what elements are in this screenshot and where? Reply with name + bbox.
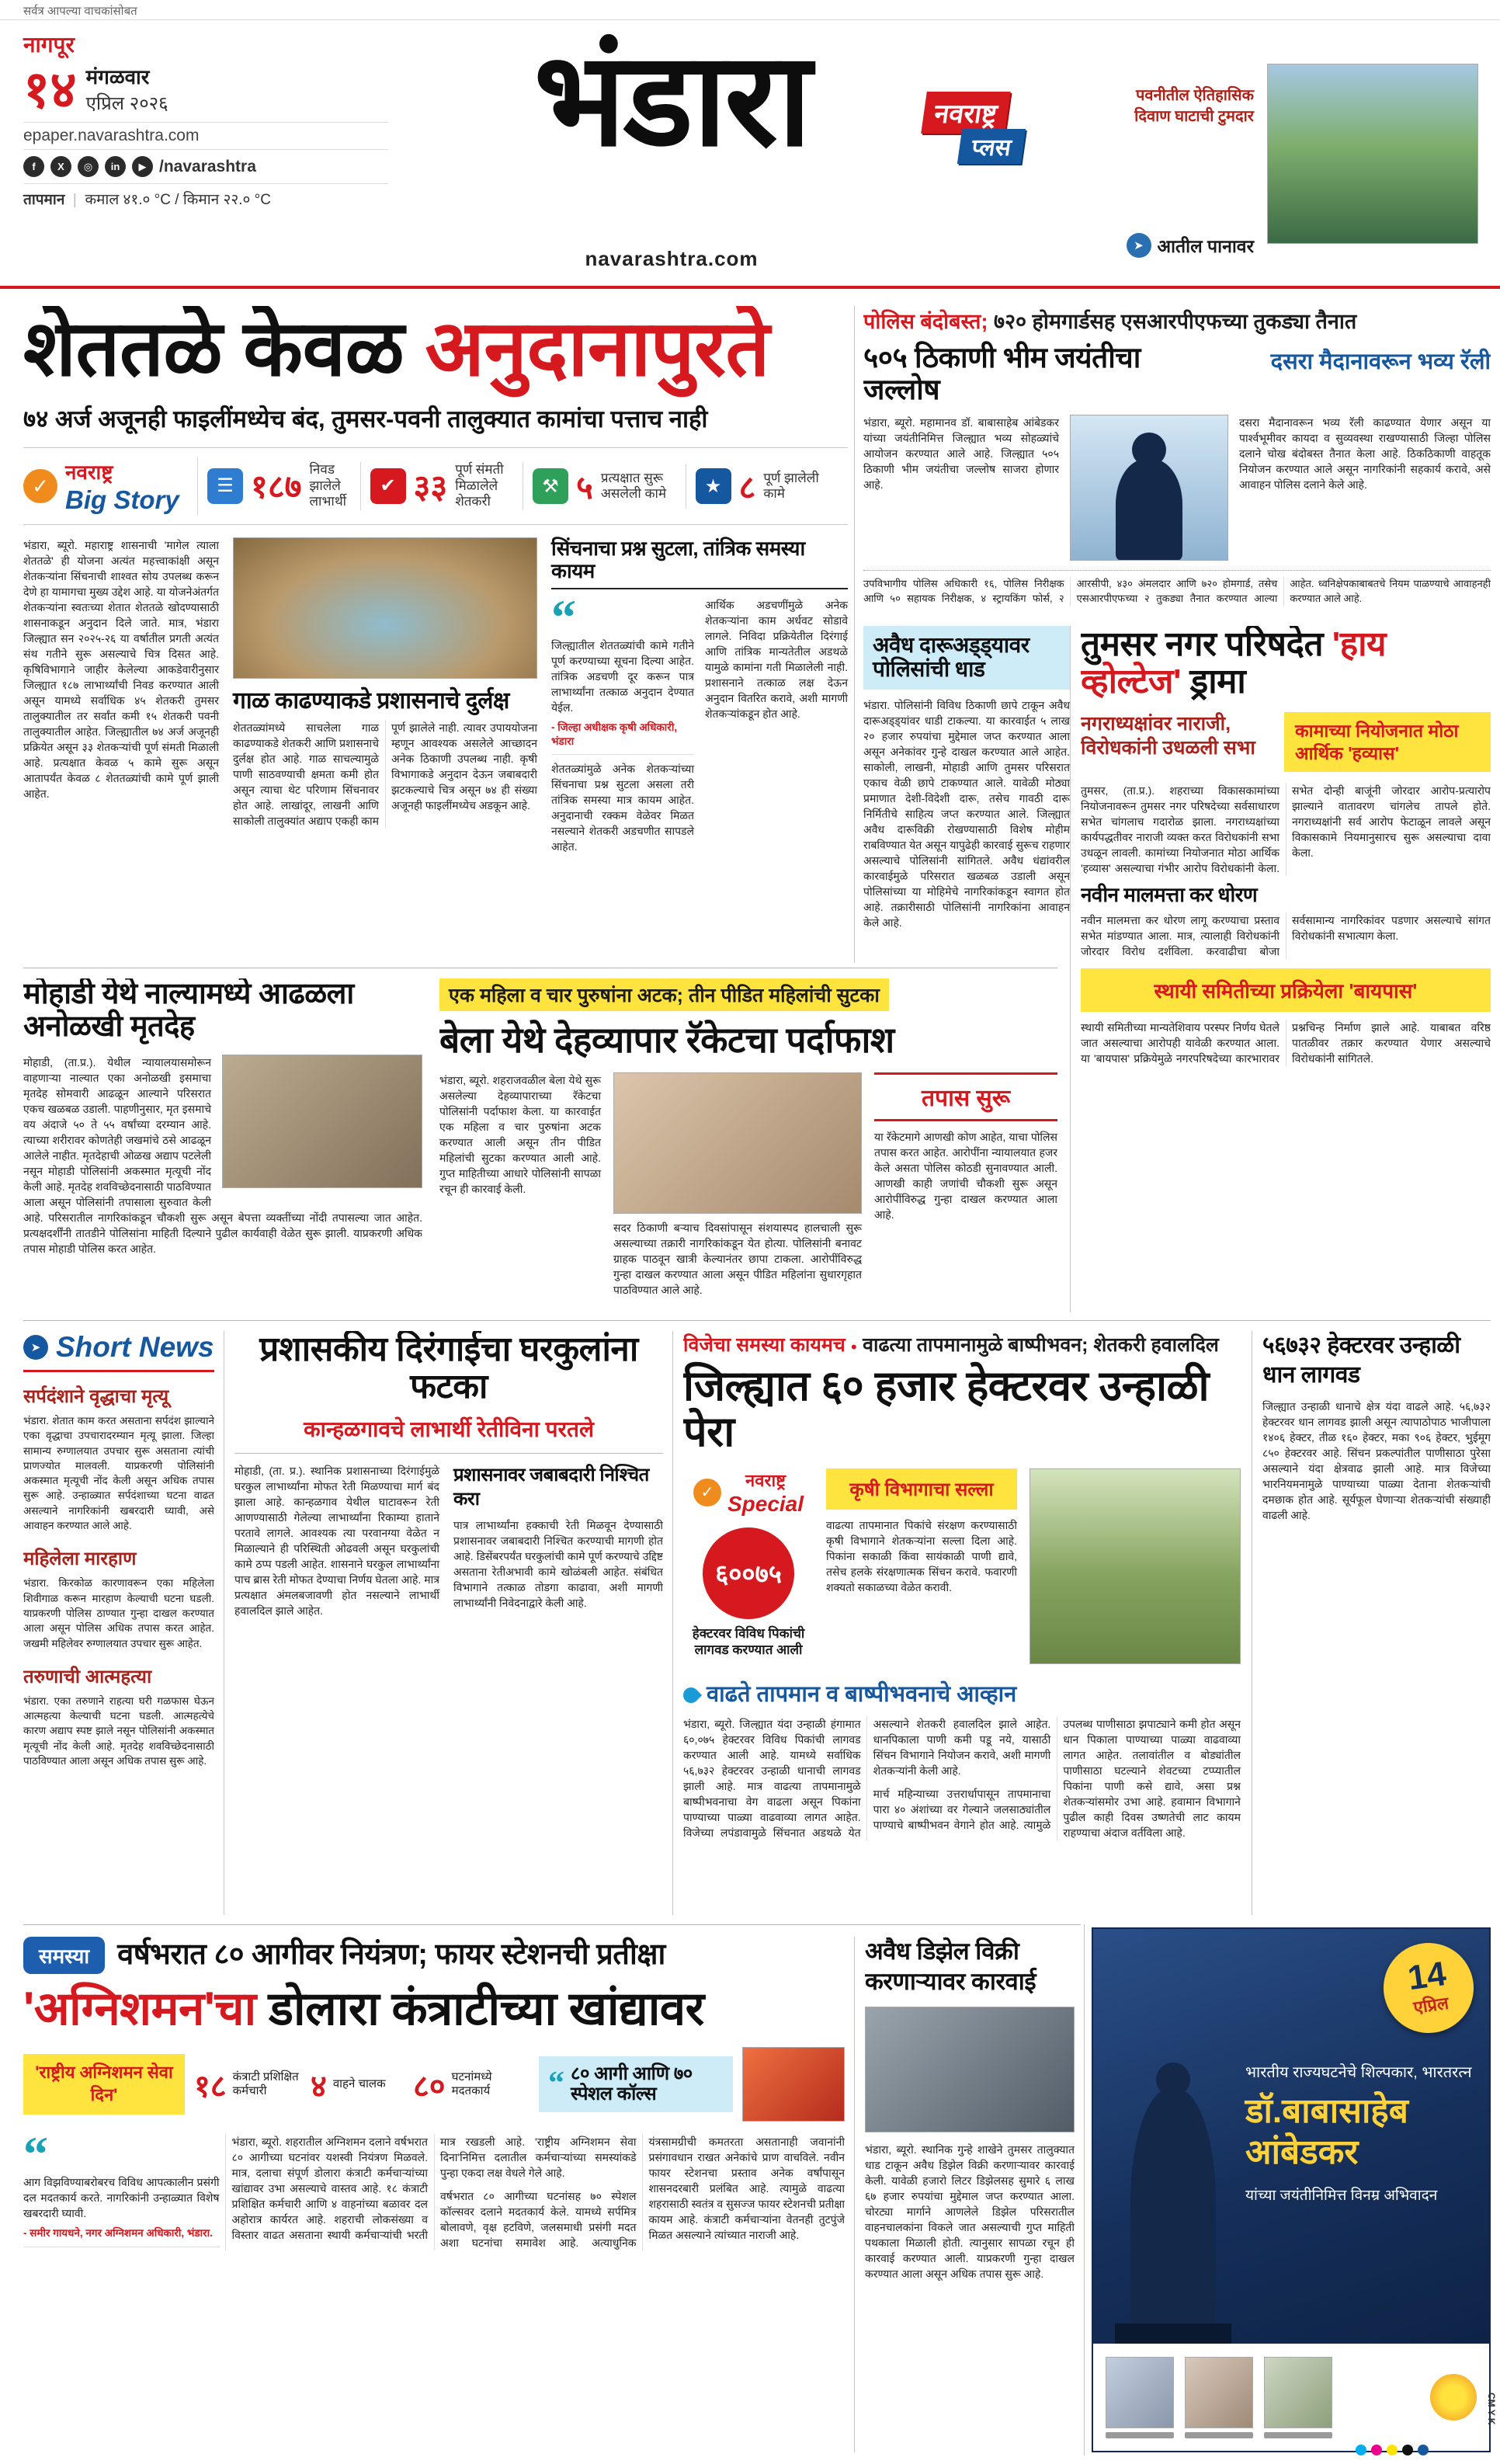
brand-seal-icon: ✓: [23, 469, 57, 503]
ad-person: [1106, 2357, 1174, 2438]
advertisement: [1092, 1927, 1491, 2452]
quote-block: [551, 589, 694, 755]
big-story-badge: [23, 457, 198, 515]
lead-body-row: [23, 537, 848, 854]
ad-person-name-bar: [1106, 2432, 1174, 2438]
fire-body-1: भंडारा, ब्यूरो. शहरातील अग्निशमन दलाने वर्षभरात ८० आगीच्या घटनांवर यशस्वी नियंत्रण मिळवले. मात्र, दलाचा संपूर्ण डोलारा कंत्राटी कर्मचाऱ्यांच्या खांद्यावर उभा असल्याचे वास्तव आहे. १८ कंत्राटी प्रशिक्षित कर्मचारी आणि ४ वाहनांच्या बळावर दल अहोरात्र कार्यरत आहे. शहराची लोकसंख्या व विस्तार वाढत असताना स्थायी कर्मचाऱ्यांची भरती मात्र रखडली आहे. 'राष्ट्रीय अग्निशमन सेवा दिना'निमित्त दलातील कर्मचाऱ्यांच्या समस्यांकडे पुन्हा एकदा लक्ष वेधले गेले आहे.: [231, 2136, 637, 2242]
brand-line2: प्लस: [957, 129, 1026, 164]
sowing-kicker-black: वाढत्या तापमानामुळे बाष्पीभवन; शेतकरी हवालदिल: [863, 1334, 1219, 1356]
arrow-icon: ➤: [1127, 233, 1151, 258]
bela-body-a: भंडारा, ब्यूरो. शहराजवळील बेला येथे सुरू असलेल्या देहव्यापाराच्या रॅकेटचा पोलिसांनी पर्दाफाश केला. या कारवाईत एक महिला व चार पुरुषांना अटक करण्यात आली असून तीन पीडित महिलांची सुटका करण्यात आली आहे. गुप्त माहितीच्या आधारे पोलिसांनी सापळा रचून ही कारवाई केली.: [439, 1073, 601, 1195]
short-news-title: Short News: [56, 1331, 214, 1363]
badge-brand: नवराष्ट्र: [65, 460, 113, 484]
rally-body-row: [863, 415, 1491, 561]
problem-badge: समस्या: [23, 1937, 105, 1974]
bela-body-row: [439, 1072, 1057, 1298]
fire-strapline: वर्षभरात ८० आगीवर नियंत्रण; फायर स्टेशनची प्रतीक्षा: [117, 1938, 665, 1972]
divider: [23, 1320, 1491, 1321]
silt-headline: गाळ काढण्याकडे प्रशासनाचे दुर्लक्ष: [233, 688, 509, 714]
registration-dots: [1356, 2445, 1429, 2455]
ad-person-photo: [1106, 2357, 1174, 2428]
completed-works-icon: ★: [696, 468, 731, 504]
quote-icon: “: [548, 2066, 564, 2102]
social-row: [23, 156, 388, 177]
mohadi-story: [23, 978, 422, 1312]
short-news-item: [23, 1545, 214, 1650]
month-year: एप्रिल २०२६: [85, 93, 168, 114]
rally-body-a: भंडारा, ब्यूरो. महामानव डॉ. बाबासाहेब आंबेडकर यांच्या जयंतीनिमित्त जिल्ह्यात भव्य सोहळ्यांचे आयोजन करण्यात आले आहे. जिल्ह्यात ५०५ ठिकाणी भीम जयंतीचा जल्लोष साजरा होणार आहे.: [863, 416, 1059, 492]
fire-strap-row: [23, 1937, 845, 1974]
diesel-photo: [865, 2007, 1075, 2132]
short-news-column: [23, 1331, 214, 1915]
lead-stats-band: [23, 447, 848, 525]
diesel-body: भंडारा, ब्यूरो. स्थानिक गुन्हे शाखेने तुमसर तालुक्यात धाड टाकून अवैध डिझेल विक्री करणाऱ्यावर कारवाई केली. यावेळी हजारो लिटर डिझेलसह सुमारे ६ लाख ६७ हजार रुपयांचा मुद्देमाल जप्त करण्यात आला. चोरट्या मार्गाने आणलेले डिझेल परिसरातील वाहनचालकांना विकले जात असल्याची गुप्त माहिती पथकाला मिळाली होती. त्यानुसार सापळा रचून ही कारवाई करण्यात आली. याप्रकरणी गुन्हा दाखल करण्यात आला असून अधिक तपास सुरू आहे.: [865, 2143, 1075, 2280]
tumsar-story: [1081, 626, 1491, 1312]
inside-pages-label: आतील पानावर: [1157, 236, 1254, 256]
mohadi-body: मोहाडी, (ता.प्र.). येथील न्यायालयासमोरून वाहणाऱ्या नाल्यात एका अनोळखी इसमाचा मृतदेह सोमवारी आढळून आल्याने परिसरात एकच खळबळ उडाली. पाहणीनुसार, मृत इसमाचे वय अंदाजे ५० ते ५५ वर्षांच्या दरम्यान आहे. त्याच्या शरीरावर कोणतेही जखमांचे ठसे आढळून आलेले नाहीत. मृतदेहाची ओळख अद्याप पटलेली नसून मोहाडी पोलिसांनी अकस्मात मृत्यूची नोंद केली आहे. मृतदेह शवविच्छेदनासाठी पाठविण्यात आला असून पोलिसांनी तपासाला सुरुवात केली आहे. परिसरातील नागरिकांकडून चौकशी सुरू असून बेपत्ता व्यक्तींच्या नोंदी तपासल्या जात आहेत. प्रत्यक्षदर्शींनी तातडीने पोलिसांना माहिती दिल्याने पुढील कार्यवाही वेळेत सुरू झाली. याप्रकरणी अधिक तपास मोहाडी पोलिस करत आहेत.: [23, 1055, 422, 1255]
bela-story: [439, 978, 1057, 1312]
stat-label: घटनांमध्ये मदतकार्य: [451, 2070, 492, 2097]
ad-date-circle: [1377, 1937, 1479, 2038]
lead-story: [23, 306, 848, 961]
paddy-column: [1262, 1331, 1491, 1915]
ongoing-works-icon: ⚒: [533, 468, 568, 504]
lead-headline-black: शेततळे केवळ: [23, 306, 425, 392]
stat-label: पूर्ण झालेली कामे: [763, 470, 819, 501]
temp-value: कमाल ४१.० °C / किमान २२.० °C: [85, 192, 271, 208]
fire-stat-2: [311, 2063, 404, 2106]
tumsar-body-3: स्थायी समितीच्या मान्यतेशिवाय परस्पर निर्णय घेतले जात असल्याचा आरोपही यावेळी करण्यात आला. या 'बायपास' प्रक्रियेमुळे नगरपरिषदेच्या कारभारावर प्रश्नचिन्ह निर्माण झाले आहे. याबाबत वरिष्ठ पातळीवर तक्रार करण्यात येणार असल्याचे विरोधकांनी सांगितले.: [1081, 1021, 1491, 1065]
fire-quote-block: [23, 2126, 220, 2247]
probe-body: या रॅकेटमागे आणखी कोण आहेत, याचा पोलिस तपास करत आहेत. आरोपींना न्यायालयात हजर केले असता पोलिस कोठडी सुनावण्यात आली. आणखी काही जणांची चौकशी सुरू असून आरोपींविरुद्ध गुन्हा दाखल करण्यात आला आहे.: [874, 1130, 1057, 1221]
advice-headline: कृषी विभागाचा सल्ला: [826, 1468, 1017, 1510]
epaper-link[interactable]: epaper.navarashtra.com: [23, 122, 388, 150]
ad-text-block: [1245, 2061, 1475, 2205]
mohadi-photo: [222, 1055, 422, 1188]
fire-truck-photo: [742, 2047, 845, 2122]
stat-label: प्रत्यक्षात सुरू असलेली कामे: [600, 470, 667, 501]
fire-story: [23, 1937, 845, 2452]
probe-headline: तपास सुरू: [874, 1072, 1057, 1121]
stat-value: १८: [194, 2069, 227, 2104]
lead-subhead: ७४ अर्ज अजूनही फाइलींमध्येच बंद, तुमसर-पवनी तालुक्यात कामांचा पत्ताच नाही: [23, 405, 708, 433]
tumsar-subhead: नगराध्यक्षांवर नाराजी, विरोधकांनी उधळली सभा: [1081, 712, 1255, 759]
badge-label: Special: [727, 1491, 804, 1516]
inside-pages: [1118, 233, 1254, 258]
statue-silhouette: [1116, 459, 1182, 560]
farm-photo: [1030, 1468, 1241, 1664]
lead-stat-1: [198, 462, 361, 509]
ad-person-name-bar: [1185, 2432, 1253, 2438]
consent-icon: ✔: [370, 468, 406, 504]
header-scenic-photo: [1267, 64, 1478, 244]
sowing-story: [683, 1331, 1241, 1915]
gharkul-boxhead: प्रशासनावर जबाबदारी निश्चित करा: [453, 1464, 649, 1510]
irrigation-headline: सिंचनाचा प्रश्न सुटला, तांत्रिक समस्या कायम: [551, 537, 848, 589]
beneficiary-icon: ☰: [207, 468, 243, 504]
youtube-icon[interactable]: ▶: [132, 156, 153, 177]
bela-probe-box: [874, 1072, 1057, 1298]
rally-kicker-red: पोलिस बंदोबस्त;: [863, 310, 988, 333]
raid-body: भंडारा. पोलिसांनी विविध ठिकाणी छापे टाकून अवैध दारूअड्ड्यांवर धाडी टाकल्या. या कारवाईत ५ लाख २० हजार रुपयांचा मुद्देमाल जप्त करण्यात आला असून अनेकांवर गुन्हे दाखल करण्यात आले आहेत. साकोली, लाखनी, मोहाडी आणि तुमसर परिसरात एकाच वेळी छापे टाकण्यात आले. यावेळी मोठ्या प्रमाणात देशी-विदेशी दारू, तसेच गावठी दारू निर्मितीचे साहित्य जप्त करण्यात आले. जिल्ह्यात अवैध दारूविक्री रोखण्यासाठी विशेष मोहीम राबविण्यात येत असून यापुढेही कारवाई सुरूच राहणार असल्याचे पोलिसांनी सांगितले. अवैध धंद्यांवरील कारवाईमुळे परिसरात खळबळ उडाली असून पोलिसांच्या या मोहिमेचे नागरिकांकडून स्वागत होत आहे. तक्रारीसाठी पोलिसांनी नागरिकांना आवाहन केले आहे.: [863, 698, 1070, 929]
statue-pedestal: [1115, 2323, 1231, 2344]
tagline: सर्वत्र आपल्या वाचकांसोबत: [23, 5, 137, 18]
masthead-title: भंडारा: [533, 26, 810, 172]
brand-logo: [924, 92, 1023, 164]
fire-day-box: 'राष्ट्रीय अग्निशमन सेवा दिन': [23, 2054, 185, 2114]
lead-headline-red: अनुदानापुरते: [425, 306, 769, 392]
gharkul-subhead: कान्हळगावचे लाभार्थी रेतीविना परतले: [304, 1416, 594, 1441]
fire-quote-attribution: - समीर गायधने, नगर अग्निशमन अधिकारी, भंडारा.: [23, 2227, 213, 2240]
bela-headline: बेला येथे देहव्यापार रॅकेटचा पर्दाफाश: [439, 1020, 894, 1060]
ad-person: [1185, 2357, 1253, 2438]
hectare-stat-circle: ६००७५: [703, 1527, 794, 1619]
ad-person-photo: [1264, 2357, 1332, 2428]
irrigation-body-b: आर्थिक अडचणींमुळे अनेक शेतकऱ्यांना काम अर्धवट सोडावे लागले. निविदा प्रक्रियेतील दिरंगाई आणि तांत्रिक मान्यतेतील अडथळे यामुळे कामांना गती मिळालेली नाही. प्रशासनाने तत्काळ लक्ष देऊन अनुदान वितरित करावे, अशी मागणी शेतकऱ्यांकडून होत आहे.: [705, 599, 848, 721]
short-news-head: तरुणाची आत्महत्या: [23, 1666, 152, 1687]
fire-headline-red: 'अग्निशमन'चा: [23, 1983, 256, 2035]
ambedkar-statue: [1115, 2017, 1231, 2344]
tumsar-headline-quote: 'हाय व्होल्टेज': [1081, 626, 1387, 701]
lead-stat-3: [523, 464, 686, 509]
silt-body: शेततळ्यांमध्ये साचलेला गाळ काढण्याकडे शेतकरी आणि प्रशासनाचे दुर्लक्ष होत आहे. गाळ साचल्यामुळे पाणी साठवण्याची क्षमता कमी होत असून त्याचा थेट परिणाम सिंचनावर होत आहे. लाखांदूर, लाखनी आणि साकोली तालुक्यांत अद्याप एकही काम पूर्ण झालेले नाही. त्यावर उपाययोजना म्हणून आवश्यक असलेले आच्छादन अनेक ठिकाणी उपलब्ध नाही. कृषी विभागाकडे अनुदान देऊन जबाबदारी झटकल्याचे चित्र असून ७४ ही संख्या अजूनही फाइलींमध्येच अडकून आहे.: [233, 721, 537, 828]
bullet-icon: ●: [850, 1340, 858, 1353]
tumsar-midhead: नवीन मालमत्ता कर धोरण: [1081, 883, 1258, 907]
special-badge: [683, 1468, 814, 1517]
short-news-body: भंडारा. एका तरुणाने राहत्या घरी गळफास घेऊन आत्महत्या केल्याची घटना घडली. आत्महत्येचे कारण अद्याप स्पष्ट झाले नसून पोलिसांनी अकस्मात मृत्यूची नोंद केली आहे. मृतदेह शवविच्छेदनासाठी पाठविण्यात आला असून अधिक तपास सुरू आहे.: [23, 1694, 214, 1767]
statue-silhouette: [1130, 2089, 1216, 2344]
quote-icon: “: [551, 589, 576, 645]
stat-label: कंत्राटी प्रशिक्षित कर्मचारी: [232, 2070, 299, 2097]
city-label: नागपूर: [23, 33, 75, 57]
advice-body: वाढत्या तापमानात पिकांचे संरक्षण करण्यासाठी कृषी विभागाने शेतकऱ्यांना सल्ला दिला आहे. पिकांना सकाळी किंवा सायंकाळी पाणी द्यावे, तसेच हलके संरक्षणात्मक सिंचन करावे. फवारणी शक्यतो सकाळच्या वेळेत करावी.: [826, 1518, 1017, 1593]
divider: [23, 1924, 1081, 1925]
hectare-stat-label: हेक्टरवर विविध पिकांची लागवड करण्यात आली: [692, 1625, 805, 1658]
lead-column-1: भंडारा, ब्यूरो. महाराष्ट्र शासनाची 'मागेल त्याला शेततळे' ही योजना अत्यंत महत्त्वाकांक्षी असून शेतकऱ्यांना सिंचनाची शाश्वत सोय उपलब्ध करून देणे हा यामागचा मुख्य उद्देश आहे. या योजनेअंतर्गत शेतकऱ्यांना स्वतःच्या शेतात शेततळे खोदण्यासाठी शासनाकडून अनुदान दिले जाते. मात्र, भंडारा जिल्ह्यात सन २०२५-२६ या वर्षातील प्रगती अत्यंत संथ गतीने सुरू असल्याचे चित्र दिसत आहे. कृषिविभागाने जाहीर केलेल्या आकडेवारीनुसार जिल्ह्यात १८७ लाभार्थ्यांची निवड करण्यात आली असून यामध्ये सर्वाधिक ४५ शेतकरी तुमसर तालुक्यातील तर सर्वांत कमी १५ शेतकरी पवनी तालुक्यातील आहेत. जिल्ह्यातील ७४ अर्ज अजूनही प्रक्रियेत असून ३३ शेतकऱ्यांची पूर्ण संमती मिळाली आहे. प्रत्यक्षात केवळ ५ कामे सुरू असून आतापर्यंत केवळ ८ शेततळ्यांची कामे पूर्ण झाली आहेत.: [23, 539, 219, 801]
fire-body-2: वर्षभरात ८० आगीच्या घटनांसह ७० स्पेशल कॉल्सवर दलाने मदतकार्य केले. यामध्ये सर्पमित्र बोलावणे, वृक्ष हटविणे, जलसमाधी प्रसंगी मदत अशा घटनांचा समावेश आहे. अत्याधुनिक यंत्रसामग्रीची कमतरता असतानाही जवानांनी प्रसंगावधान राखत अनेकांचे प्राण वाचविले. नवीन फायर स्टेशनचा प्रस्ताव अनेक वर्षांपासून शासनदरबारी प्रलंबित आहे. त्यामुळे वाढत्या शहरासाठी स्वतंत्र व सुसज्ज फायर स्टेशनची प्रतीक्षा कायम आहे. कंत्राटी कर्मचाऱ्यांना वेतनही तुटपुंजे मिळत असल्याने त्यांच्यात नाराजी आहे.: [440, 2136, 845, 2250]
linkedin-icon[interactable]: in: [105, 156, 126, 177]
rally-kicker-rest: ७२० होमगार्डसह एसआरपीएफच्या तुकड्या तैनात: [988, 310, 1357, 333]
sowing-top-row: [683, 1468, 1241, 1664]
quote-text: जिल्ह्यातील शेततळ्यांची कामे गतीने पूर्ण करण्याच्या सूचना दिल्या आहेत. तांत्रिक अडचणी दूर करून पात्र लाभार्थ्यांना तत्काळ अनुदान देण्यात येईल.: [551, 639, 694, 714]
diesel-story: [865, 1937, 1075, 2452]
fire-quote-text: आग विझविण्याबरोबरच विविध आपत्कालीन प्रसंगी दल मदतकार्य करते. नागरिकांनी उन्हाळ्यात विशेष खबरदारी घ्यावी.: [23, 2176, 220, 2220]
ad-footer-strip: [1093, 2344, 1489, 2451]
tumsar-headline-post: ड्रामा: [1180, 662, 1246, 701]
raid-headline: अवैध दारूअड्ड्यावर पोलिसांची धाड: [863, 626, 1070, 690]
rally-headline: ५०५ ठिकाणी भीम जयंतीचा जल्लोष: [863, 342, 1141, 405]
quote-icon: “: [23, 2126, 48, 2181]
fire-body: [23, 2126, 845, 2250]
sowing-body-main: भंडारा, ब्यूरो. जिल्ह्यात यंदा उन्हाळी हंगामात ६०,०७५ हेक्टरवर विविध पिकांची लागवड करण्यात आली आहे. यामध्ये सर्वाधिक ५६,७३२ हेक्टरवर उन्हाळी धानाची लागवड झाली आहे. मात्र वाढत्या तापमानामुळे बाष्पीभवनाचा वेग वाढला असून पिकांना पाण्याच्या पाळ्या वाढवाव्या लागत आहेत. विजेच्या लपंडावामुळे सिंचनात अडथळे येत असल्याने शेतकरी हवालदिल झाले आहेत. धानपिकाला पाणी कमी पडू नये, यासाठी सिंचन विभागाने नियोजन करावे, अशी मागणी शेतकऱ्यांनी केली आहे.: [683, 1717, 1051, 1839]
gharkul-body-1: मोहाडी, (ता. प्र.). स्थानिक प्रशासनाच्या दिरंगाईमुळे घरकुल लाभार्थ्यांना मोफत रेती मिळण्याचा मार्ग बंद झाला आहे. कान्हळगाव येथील घाटावरून रेती आणण्यासाठी गेलेल्या लाभार्थ्यांना रिकाम्या हाताने परतावे लागले. आवश्यक त्या परवानग्या वेळेत न मिळाल्याने ही परिस्थिती ओढवली असून घरकुलांची कामे ठप्प पडली आहेत. शासनाने घरकुल लाभार्थ्यांना पाच ब्रास रेती मोफत देण्याचा निर्णय घेतला आहे. मात्र प्रत्यक्षात अंमलबजावणी होत नसल्याने लाभार्थी हवालदिल झाले आहेत.: [234, 1464, 439, 1617]
news-arrow-icon: ➤: [23, 1335, 48, 1360]
masthead: [423, 26, 920, 172]
evaporation-header: [683, 1678, 1241, 1708]
ambedkar-photo: [1070, 415, 1228, 561]
ad-person: [1264, 2357, 1332, 2438]
fire-stat-1: [194, 2063, 301, 2106]
twitter-icon[interactable]: X: [50, 156, 71, 177]
date-number: १४: [23, 60, 77, 118]
gharkul-body-2: पात्र लाभार्थ्यांना हक्काची रेती मिळवून देण्यासाठी प्रशासनावर जबाबदारी निश्चित करण्याची मागणी होत आहे. डिसेंबरपर्यंत घरकुलांची कामे पूर्ण करण्याचे उद्दिष्ट असताना रेतीअभावी कामे खोळंबली आहेत. संबंधित विभागाने तत्काळ तोडगा काढावा, अशी मागणी लाभार्थ्यांनी निवेदनाद्वारे केली आहे.: [453, 1519, 663, 1610]
calls-headline: ८० आगी आणि ७० स्पेशल कॉल्स: [571, 2063, 693, 2104]
sowing-body: [683, 1716, 1241, 1840]
ad-main-panel: [1093, 1929, 1489, 2344]
stat-label: निवड झालेले लाभार्थी: [309, 462, 347, 509]
top-strip: [0, 0, 1500, 20]
gharkul-body-row: [234, 1463, 663, 1618]
stat-label: पूर्ण संमती मिळालेले शेतकरी: [455, 462, 504, 509]
brand-line1: नवराष्ट्र: [921, 92, 1011, 134]
paddy-headline: ५६७३२ हेक्टरवर उन्हाळी धान लागवड: [1262, 1333, 1460, 1388]
bela-raid-photo: [613, 1072, 862, 1214]
stat-value: ५: [576, 468, 593, 506]
website-link[interactable]: navarashtra.com: [585, 247, 759, 270]
day-label: मंगळवार: [85, 65, 150, 89]
special-calls-box: [539, 2056, 733, 2113]
raid-story: [863, 626, 1070, 963]
lead-column-3: [551, 537, 848, 854]
header-photo-caption: पवनीतील ऐतिहासिक दिवाण घाटाची टुमदार: [1134, 87, 1254, 125]
irrigation-body-a: शेततळ्यांमुळे अनेक शेतकऱ्यांच्या सिंचनाचा प्रश्न सुटला असला तरी तांत्रिक समस्या मात्र कायम आहेत. अनुदानाची रक्कम वेळेवर मिळत नसल्याने शेतकरी अडचणीत सापडले आहेत.: [551, 763, 694, 853]
rally-body-b: दसरा मैदानावरून भव्य रॅली काढण्यात येणार असून या पार्श्वभूमीवर कायदा व सुव्यवस्था राखण्यासाठी जिल्हा पोलिस दलाने चोख बंदोबस्त तैनात केला आहे. ठिकठिकाणी वाहतूक नियोजन करण्यात आले असून नागरिकांनी सहकार्य करावे, असे आवाहन पोलिस दलाने केले आहे.: [1239, 416, 1491, 492]
divider: [854, 1937, 855, 2452]
lead-column-2: [233, 537, 537, 854]
ad-date-month: एप्रिल: [1411, 1993, 1450, 2017]
rally-deployment: उपविभागीय पोलिस अधिकारी १६, पोलिस निरीक्षक आणि ५० सहायक निरीक्षक, ४ स्ट्रायकिंग फोर्स, २ आरसीपी, ४३० अंमलदार आणि ७२० होमगार्ड, तसेच एसआरपीएफच्या २ तुकड्या तैनात करण्यात आल्या आहेत. ध्वनिक्षेपकाबाबतचे नियम पाळण्याचे आवाहनही करण्यात आले आहे.: [863, 570, 1491, 606]
bela-kicker: एक महिला व चार पुरुषांना अटक; तीन पीडित महिलांची सुटका: [439, 978, 889, 1011]
ad-name: डॉ.बाबासाहेब आंबेडकर: [1245, 2092, 1408, 2171]
ad-person-photo: [1185, 2357, 1253, 2428]
badge-brand: नवराष्ट्र: [745, 1470, 786, 1490]
short-news-item: [23, 1383, 214, 1533]
header-rule: [0, 286, 1500, 289]
diesel-headline: अवैध डिझेल विक्री करणाऱ्यावर कारवाई: [865, 1937, 1036, 1995]
evaporation-body: मार्च महिन्याच्या उत्तरार्धापासून तापमानाचा पारा ४० अंशांच्या वर गेल्याने जलसाठ्यांतील पाण्याचे बाष्पीभवन वेगाने होत आहे. त्यामुळे उपलब्ध पाणीसाठा झपाट्याने कमी होत असून धान पिकाला पाण्याच्या पाळ्या वाढवाव्या लागत आहेत. तलावांतील व बोड्यांतील पाणीसाठा घटल्याने शेवटच्या टप्प्यातील पिकांना पाणी कसे द्यावे, असा प्रश्न शेतकऱ्यांसमोर उभा आहे. हवामान विभागाने पुढील काही दिवस उष्णतेची लाट कायम राहण्याचा अंदाज वर्तविला आहे.: [873, 1717, 1241, 1839]
instagram-icon[interactable]: ◎: [78, 156, 99, 177]
short-news-head: सर्पदंशाने वृद्धाचा मृत्यू: [23, 1386, 169, 1407]
tumsar-body-2: नवीन मालमत्ता कर धोरण लागू करण्याचा प्रस्ताव सभेत मांडण्यात आला. मात्र, त्यालाही विरोधकांनी जोरदार विरोध दर्शविला. करवाढीचा बोजा सर्वसामान्य नागरिकांवर पडणार असल्याचे सांगत विरोधकांनी सभात्याग केला.: [1081, 913, 1491, 957]
stat-value: ८: [738, 468, 756, 506]
short-news-body: भंडारा. किरकोळ कारणावरून एका महिलेला शिवीगाळ करून मारहाण केल्याची घटना घडली. याप्रकरणी पोलिस ठाण्यात गुन्हा दाखल करण्यात आला असून पोलिस अधिक तपास करत आहेत. जखमी महिलेवर रुग्णालयात उपचार सुरू आहेत.: [23, 1577, 214, 1649]
lead-stat-2: [361, 462, 524, 509]
stat-value: १८७: [251, 468, 302, 506]
tumsar-headline-pre: तुमसर नगर परिषदेत: [1081, 626, 1332, 663]
sowing-kicker-red: विजेचा समस्या कायमच: [683, 1334, 845, 1356]
stat-label: वाहने चालक: [332, 2077, 386, 2090]
divider: [854, 306, 855, 963]
quote-attribution: - जिल्हा अधीक्षक कृषी अधिकारी, भंडारा: [551, 721, 678, 748]
fire-headline-rest: डोलारा कंत्राटीच्या खांद्यावर: [255, 1983, 704, 2035]
tumsar-band: स्थायी समितीच्या प्रक्रियेला 'बायपास': [1081, 968, 1491, 1012]
short-news-head: महिलेला मारहाण: [23, 1548, 137, 1570]
fire-stats-row: [23, 2047, 845, 2122]
tumsar-body-1: तुमसर, (ता.प्र.). शहराच्या विकासकामांच्या नियोजनावरून तुमसर नगर परिषदेच्या सर्वसाधारण सभेत चांगलाच गदारोळ झाला. नगराध्यक्षांच्या कार्यपद्धतीवर नाराजी व्यक्त करत विरोधकांनी सभा उधळून लावली. कामांच्या नियोजनात मोठा आर्थिक 'हव्यास' असल्याचा गंभीर आरोप विरोधकांनी केला. सभेत दोन्ही बाजूंनी जोरदार आरोप-प्रत्यारोप झाल्याने वातावरण चांगलेच तापले होते. नगराध्यक्षांनी सर्व आरोप फेटाळून लावले असून विकासकामे नियमानुसारच सुरू असल्याचा दावा केला.: [1081, 784, 1491, 875]
rally-story: [863, 306, 1491, 615]
ad-pre-text: भारतीय राज्यघटनेचे शिल्पकार, भारतरत्न: [1245, 2064, 1472, 2081]
facebook-icon[interactable]: f: [23, 156, 44, 177]
badge-label: Big Story: [65, 485, 179, 514]
stat-value: ४: [311, 2069, 327, 2104]
short-news-body: भंडारा. शेतात काम करत असताना सर्पदंश झाल्याने एका वृद्धाचा उपचारादरम्यान मृत्यू झाला. जिल्हा सामान्य रुग्णालयात उपचार सुरू असताना त्यांची प्राणज्योत मालवली. याप्रकरणी पोलिसांनी अकस्मात मृत्यूची नोंद केली असून अधिक तपास सुरू आहे. उन्हाळ्यात सर्पदंशाच्या घटना वाढत असल्याने नागरिकांनी खबरदारी घ्यावी, असे आवाहन करण्यात आले आहे.: [23, 1415, 214, 1532]
water-drop-icon: [683, 1684, 702, 1706]
gharkul-headline: प्रशासकीय दिरंगाईचा घरकुलांना फटका: [259, 1331, 638, 1406]
header-info: नागपूर १४ मंगळवार एप्रिल २०२६ epaper.navarashtra.com f X ◎ in ▶ /navarashtra तापमान | कमाल ४१.० °C / किमान २२.० °C: [23, 30, 388, 209]
fire-stat-3: [413, 2063, 530, 2106]
rally-subhead: दसरा मैदानावरून भव्य रॅली: [1270, 349, 1491, 374]
divider: [1084, 1924, 1085, 2455]
short-news-header: [23, 1331, 214, 1372]
short-news-item: [23, 1663, 214, 1768]
divider: [672, 1331, 673, 1915]
print-mark: CM Y K: [1486, 2393, 1497, 2425]
flower-graphic: [1430, 2374, 1477, 2421]
ad-post-text: यांच्या जयंतीनिमित्त विनम्र अभिवादन: [1245, 2187, 1438, 2204]
sowing-headline: जिल्ह्यात ६० हजार हेक्टरवर उन्हाळी पेरा: [683, 1363, 1210, 1456]
mohadi-headline: मोहाडी येथे नाल्यामध्ये आढळला अनोळखी मृतदेह: [23, 978, 354, 1043]
social-handle[interactable]: /navarashtra: [159, 157, 256, 176]
bela-body-b: सदर ठिकाणी बऱ्याच दिवसांपासून संशयास्पद हालचाली सुरू असल्याच्या तक्रारी नागरिकांकडून येत होत्या. पोलिसांनी बनावट ग्राहक पाठवून खात्री केल्यानंतर छापा टाकला. आरोपींविरुद्ध गुन्हा दाखल करण्यात आला असून पीडित महिलांना सुधारगृहात पाठविण्यात आले आहे.: [613, 1221, 862, 1296]
gharkul-story: [234, 1331, 663, 1915]
temp-label: तापमान: [23, 192, 65, 208]
pond-photo: [233, 537, 537, 679]
ad-date-number: 14: [1405, 1954, 1449, 1998]
evaporation-headline: वाढते तापमान व बाष्पीभवनाचे आव्हान: [707, 1681, 1017, 1707]
ad-person-name-bar: [1264, 2432, 1332, 2438]
paddy-body: जिल्ह्यात उन्हाळी धानाचे क्षेत्र यंदा वाढले आहे. ५६,७३२ हेक्टरवर धान लागवड झाली असून त्यापाठोपाठ भाजीपाला १४०६ हेक्टर, तीळ १६० हेक्टर, मका ९०६ हेक्टर, भुईमूग ८५० हेक्टरवर आहे. सिंचन प्रकल्पांतील पाणीसाठा पुरेसा असल्याने यंदा क्षेत्रवाढ झाली आहे. मात्र विजेच्या भारनियमनामुळे पाण्याच्या पाळ्या देताना शेतकऱ्यांची दमछाक होत आहे. सूर्यफूल घेणाऱ्या शेतकऱ्यांची संख्याही वाढली आहे.: [1262, 1400, 1491, 1522]
divider: [1070, 626, 1071, 1312]
brand-seal-icon: ✓: [693, 1479, 721, 1507]
stat-value: ८०: [413, 2069, 446, 2104]
stat-value: ३३: [413, 468, 448, 506]
lead-stat-4: [686, 464, 849, 509]
tumsar-yellow-box: कामाच्या नियोजनात मोठा आर्थिक 'हव्यास': [1284, 712, 1491, 773]
